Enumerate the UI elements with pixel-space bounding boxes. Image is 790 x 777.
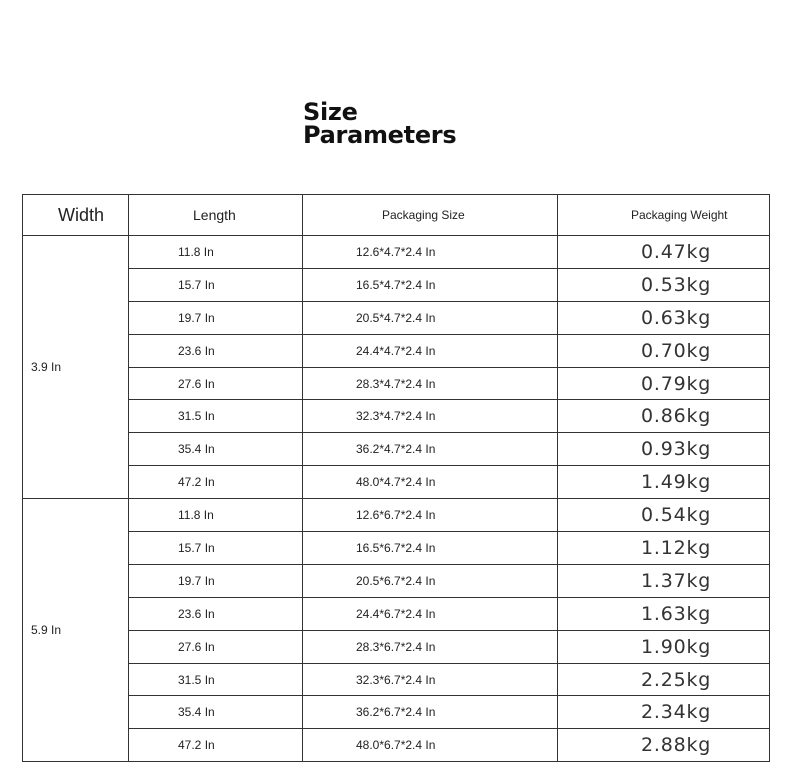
packaging-size-cell: 36.2*4.7*2.4 In xyxy=(303,433,558,466)
table-row xyxy=(23,630,770,663)
length-cell: 23.6 In xyxy=(129,334,303,367)
header-width: Width xyxy=(23,195,129,236)
table-row xyxy=(23,236,770,269)
length-cell: 31.5 In xyxy=(129,400,303,433)
packaging-size-cell: 24.4*4.7*2.4 In xyxy=(303,334,558,367)
length-cell: 15.7 In xyxy=(129,532,303,565)
table-header-row xyxy=(23,195,770,236)
size-parameters-table xyxy=(22,194,770,762)
table-row xyxy=(23,466,770,499)
length-cell: 11.8 In xyxy=(129,499,303,532)
page-title xyxy=(303,98,457,149)
packaging-weight-cell: 0.63kg xyxy=(558,301,770,334)
packaging-weight-cell: 0.86kg xyxy=(558,400,770,433)
table-row xyxy=(23,597,770,630)
packaging-size-cell: 32.3*6.7*2.4 In xyxy=(303,663,558,696)
table-row xyxy=(23,663,770,696)
packaging-weight-cell: 2.88kg xyxy=(558,729,770,762)
packaging-weight-cell: 2.25kg xyxy=(558,663,770,696)
header-packaging-weight: Packaging Weight xyxy=(558,195,770,236)
packaging-size-cell: 48.0*6.7*2.4 In xyxy=(303,729,558,762)
packaging-size-cell: 12.6*4.7*2.4 In xyxy=(303,236,558,269)
packaging-weight-cell: 1.12kg xyxy=(558,532,770,565)
packaging-weight-cell: 1.63kg xyxy=(558,597,770,630)
packaging-size-cell: 16.5*4.7*2.4 In xyxy=(303,268,558,301)
packaging-weight-cell: 0.70kg xyxy=(558,334,770,367)
packaging-weight-cell: 0.53kg xyxy=(558,268,770,301)
length-cell: 31.5 In xyxy=(129,663,303,696)
packaging-size-cell: 28.3*6.7*2.4 In xyxy=(303,630,558,663)
packaging-size-cell: 20.5*4.7*2.4 In xyxy=(303,301,558,334)
length-cell: 19.7 In xyxy=(129,564,303,597)
table-body xyxy=(23,236,770,762)
length-cell: 27.6 In xyxy=(129,630,303,663)
title-line-2: Parameters xyxy=(303,121,457,149)
packaging-size-cell: 24.4*6.7*2.4 In xyxy=(303,597,558,630)
table-row xyxy=(23,532,770,565)
header-packaging-size: Packaging Size xyxy=(303,195,558,236)
packaging-size-cell: 32.3*4.7*2.4 In xyxy=(303,400,558,433)
length-cell: 47.2 In xyxy=(129,466,303,499)
packaging-weight-cell: 1.49kg xyxy=(558,466,770,499)
packaging-size-cell: 16.5*6.7*2.4 In xyxy=(303,532,558,565)
length-cell: 15.7 In xyxy=(129,268,303,301)
length-cell: 47.2 In xyxy=(129,729,303,762)
table-row xyxy=(23,268,770,301)
packaging-weight-cell: 0.47kg xyxy=(558,236,770,269)
length-cell: 35.4 In xyxy=(129,696,303,729)
length-cell: 35.4 In xyxy=(129,433,303,466)
length-cell: 27.6 In xyxy=(129,367,303,400)
table-row xyxy=(23,499,770,532)
length-cell: 11.8 In xyxy=(129,236,303,269)
packaging-weight-cell: 2.34kg xyxy=(558,696,770,729)
packaging-weight-cell: 0.93kg xyxy=(558,433,770,466)
packaging-size-cell: 20.5*6.7*2.4 In xyxy=(303,564,558,597)
width-cell: 5.9 In xyxy=(23,499,129,762)
table-row xyxy=(23,564,770,597)
table-row xyxy=(23,729,770,762)
table-row xyxy=(23,433,770,466)
table-row xyxy=(23,696,770,729)
packaging-weight-cell: 0.54kg xyxy=(558,499,770,532)
packaging-weight-cell: 1.90kg xyxy=(558,630,770,663)
length-cell: 19.7 In xyxy=(129,301,303,334)
packaging-size-cell: 28.3*4.7*2.4 In xyxy=(303,367,558,400)
table-row xyxy=(23,334,770,367)
title-line-1: Size xyxy=(303,98,358,126)
packaging-size-cell: 36.2*6.7*2.4 In xyxy=(303,696,558,729)
packaging-size-cell: 12.6*6.7*2.4 In xyxy=(303,499,558,532)
packaging-size-cell: 48.0*4.7*2.4 In xyxy=(303,466,558,499)
table-row xyxy=(23,400,770,433)
length-cell: 23.6 In xyxy=(129,597,303,630)
header-length: Length xyxy=(129,195,303,236)
packaging-weight-cell: 0.79kg xyxy=(558,367,770,400)
table-row xyxy=(23,367,770,400)
table-row xyxy=(23,301,770,334)
packaging-weight-cell: 1.37kg xyxy=(558,564,770,597)
width-cell: 3.9 In xyxy=(23,236,129,499)
